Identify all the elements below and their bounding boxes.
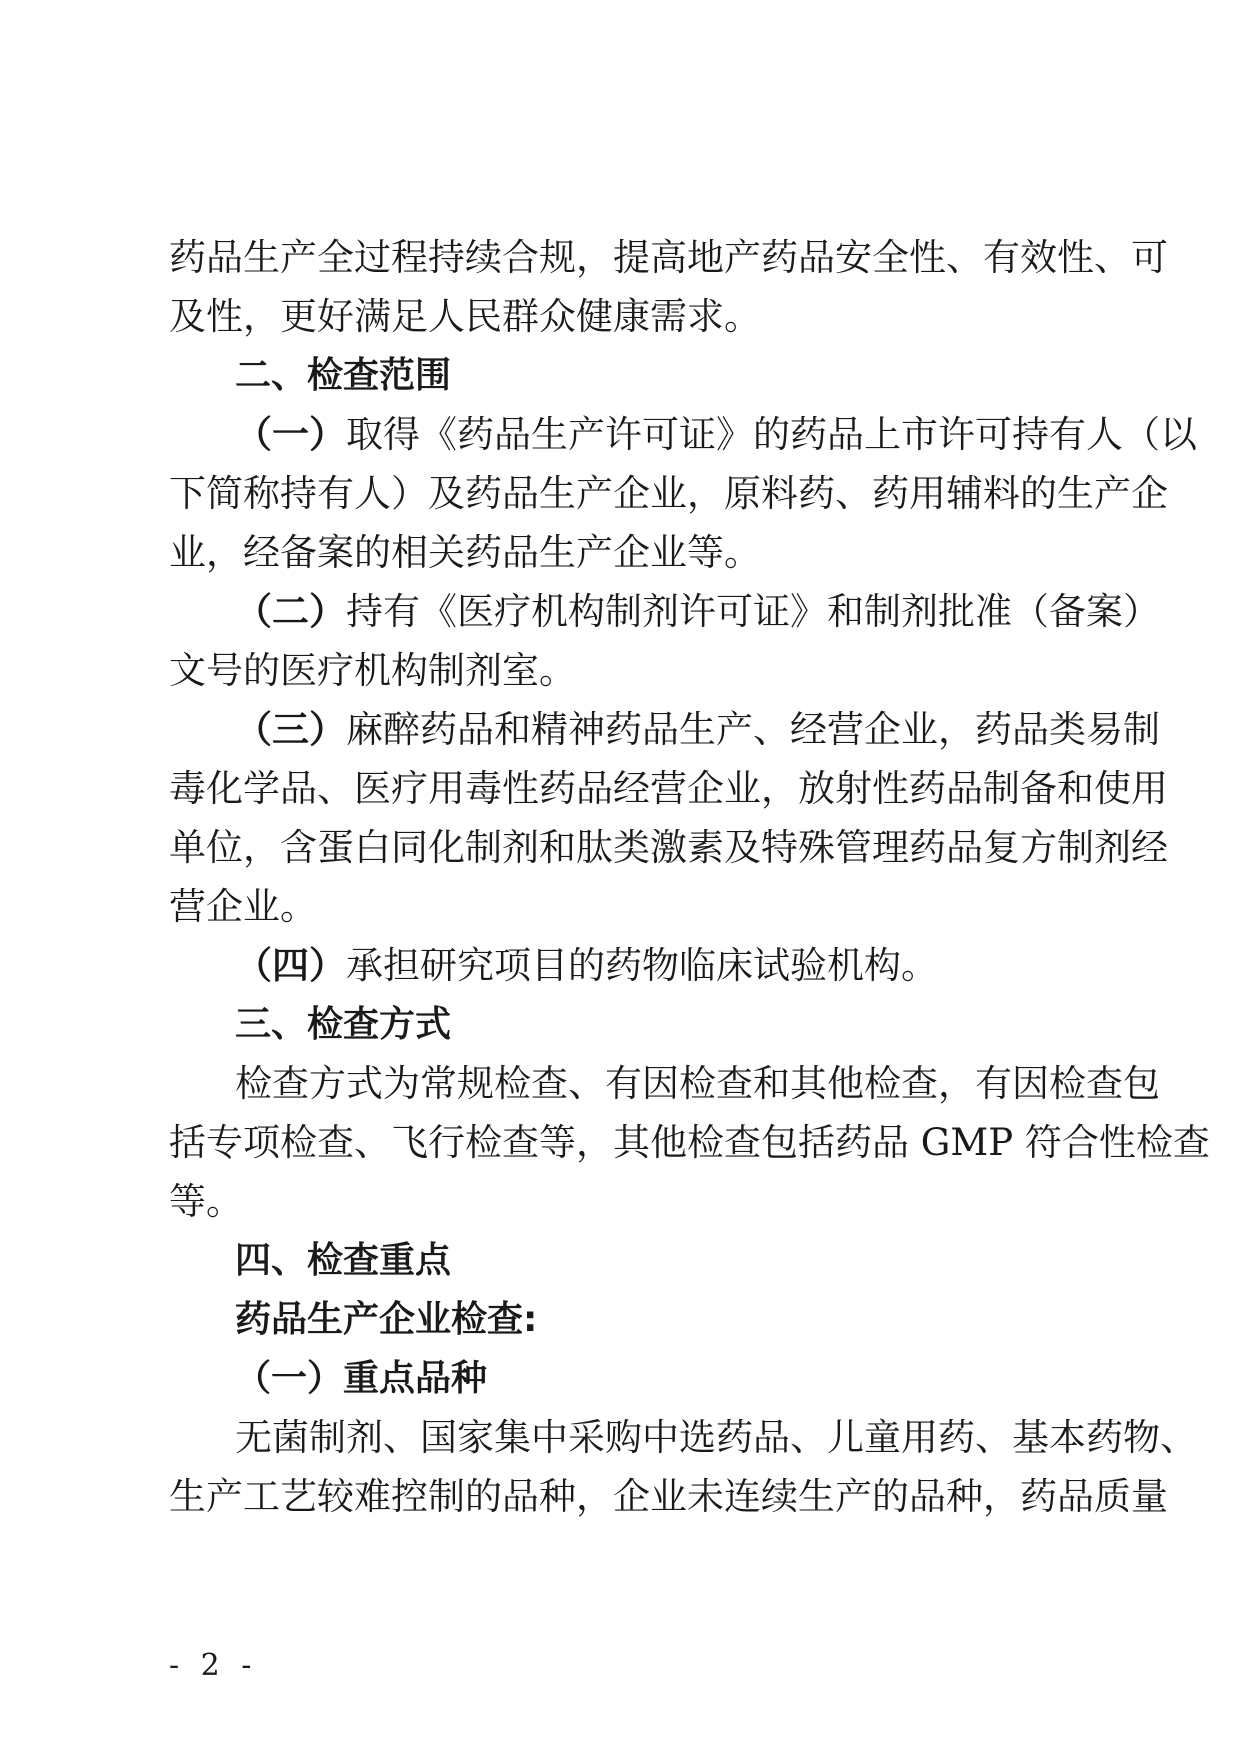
subsection-heading: （一）重点品种 xyxy=(235,1358,488,1399)
paragraph-line: 检查方式为常规检查、有因检查和其他检查，有因检查包 xyxy=(235,1062,1160,1105)
paragraph-line: 营企业。 xyxy=(169,885,317,928)
item-number: （一） xyxy=(235,413,346,456)
paragraph-line xyxy=(169,936,1081,995)
paragraph-line: 及性，更好满足人民群众健康需求。 xyxy=(169,295,761,338)
document-body xyxy=(169,228,1210,1526)
paragraph-line xyxy=(169,700,1160,759)
paragraph-line: 括专项检查、飞行检查等，其他检查包括药品 GMP 符合性检查 xyxy=(169,1121,1210,1164)
page-number: - 2 - xyxy=(169,1648,258,1683)
section-heading: 三、检查方式 xyxy=(235,1004,452,1045)
section-heading: 四、检查重点 xyxy=(235,1240,452,1281)
item-number: （四） xyxy=(235,944,346,987)
paragraph-line: 等。 xyxy=(169,1180,243,1223)
paragraph-line: 文号的医疗机构制剂室。 xyxy=(169,649,576,692)
item-number: （三） xyxy=(235,708,346,751)
paragraph-line: 药品生产全过程持续合规，提高地产药品安全性、有效性、可 xyxy=(169,236,1168,279)
paragraph-line: 毒化学品、医疗用毒性药品经营企业，放射性药品制备和使用 xyxy=(169,767,1168,810)
paragraph-line: 单位，含蛋白同化制剂和肽类激素及特殊管理药品复方制剂经 xyxy=(169,826,1168,869)
paragraph-line xyxy=(169,582,1160,641)
item-text: 承担研究项目的药物临床试验机构。 xyxy=(346,944,938,987)
item-number: （二） xyxy=(235,590,346,633)
subsection-heading: 药品生产企业检查: xyxy=(235,1299,538,1340)
section-heading: 二、检查范围 xyxy=(235,355,452,396)
paragraph-line: 生产工艺较难控制的品种，企业未连续生产的品种，药品质量 xyxy=(169,1475,1168,1518)
item-text: 取得《药品生产许可证》的药品上市许可持有人（以 xyxy=(346,413,1197,456)
item-text: 麻醉药品和精神药品生产、经营企业，药品类易制 xyxy=(346,708,1160,751)
paragraph-line: 无菌制剂、国家集中采购中选药品、儿童用药、基本药物、 xyxy=(235,1416,1197,1459)
item-text: 持有《医疗机构制剂许可证》和制剂批准（备案） xyxy=(346,590,1160,633)
paragraph-line: 下简称持有人）及药品生产企业，原料药、药用辅料的生产企 xyxy=(169,472,1168,515)
paragraph-line: 业，经备案的相关药品生产企业等。 xyxy=(169,531,761,574)
paragraph-line xyxy=(169,405,1197,464)
